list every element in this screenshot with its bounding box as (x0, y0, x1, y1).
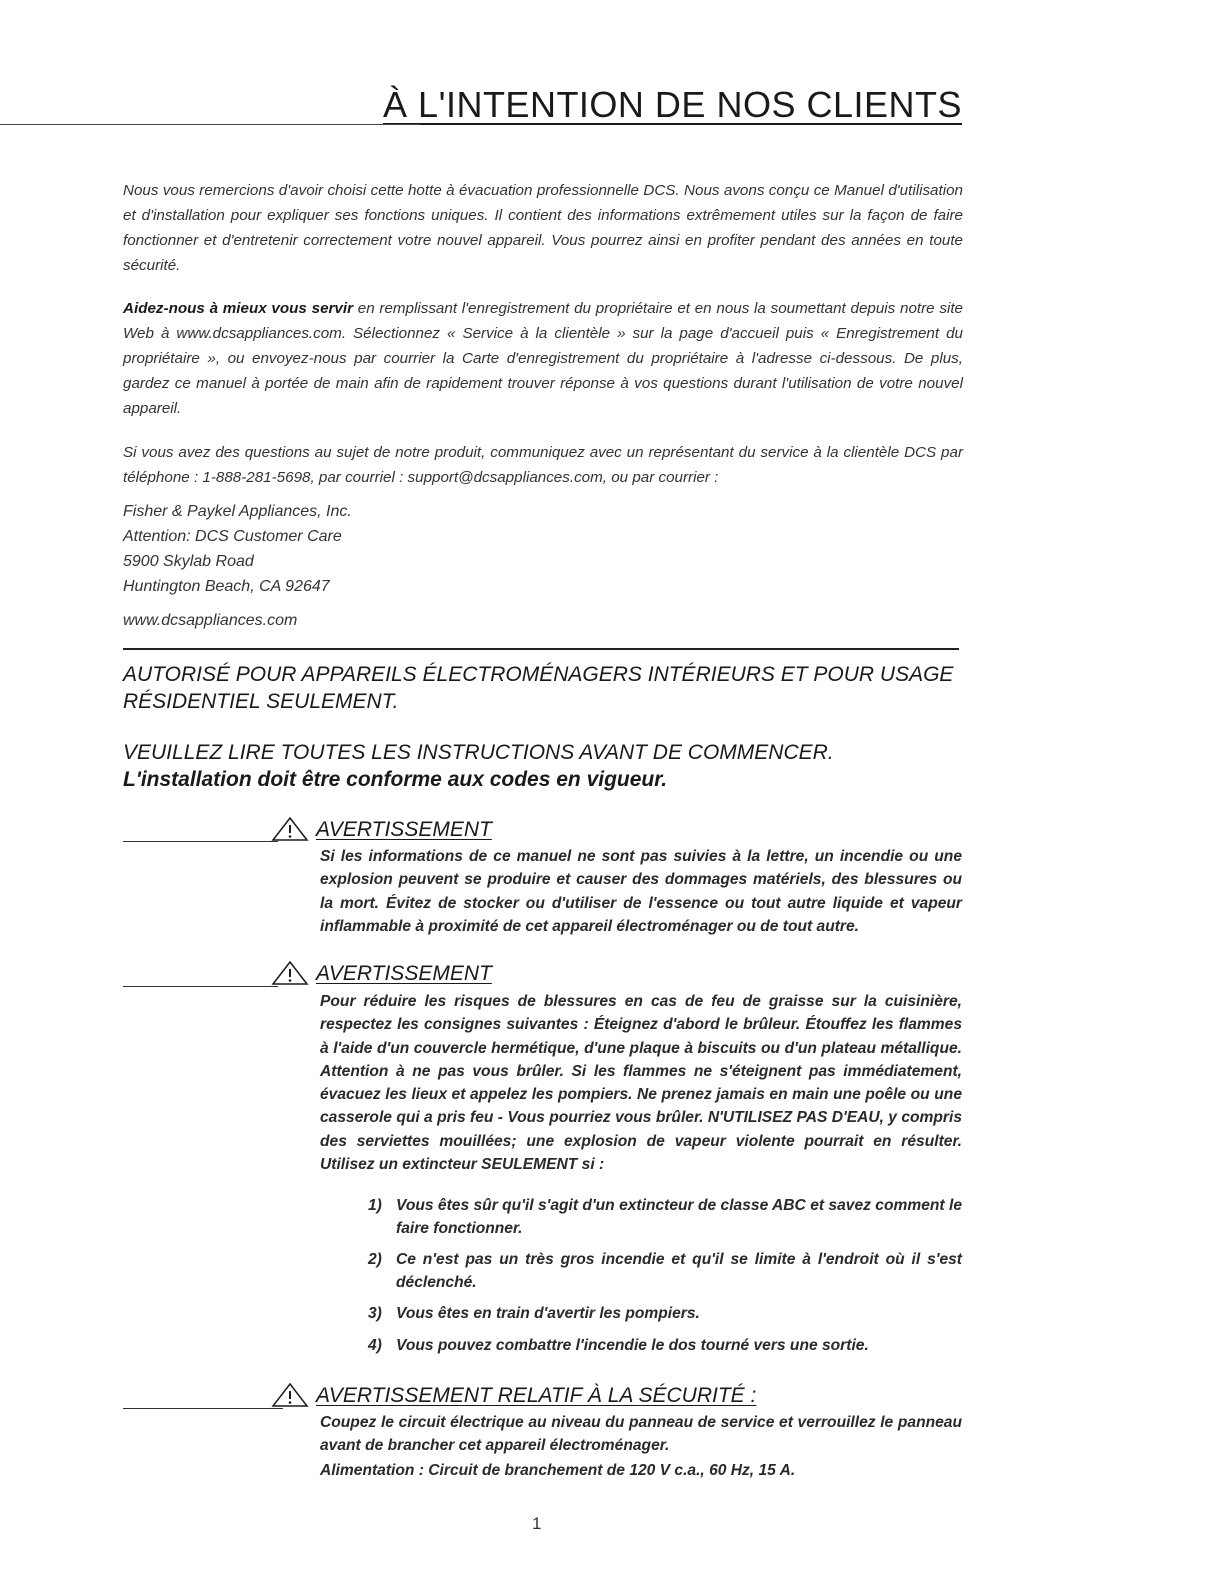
warning-3-title: AVERTISSEMENT RELATIF À LA SÉCURITÉ : (316, 1384, 757, 1407)
warning-triangle-icon (270, 960, 310, 986)
list-item-2 (368, 1248, 962, 1295)
warning-3-rule (123, 1408, 283, 1409)
list-item-4 (368, 1334, 962, 1357)
list-item-number: 1) (368, 1197, 382, 1214)
intro-paragraph-thanks: Nous vous remercions d'avoir choisi cette hotte à évacuation professionnelle DCS. Nous avons conçu ce Manuel d'utilisation et d'installation pour expliquer ses fonctions uniques. Il contient des informations extrêmement utiles sur la façon de faire fonctionner et d'entretenir correctement votre nouvel appareil. Vous pourrez ainsi en profiter pendant des années en toute sécurité. (123, 182, 963, 274)
address-street: 5900 Skylab Road (123, 553, 254, 570)
list-item-1 (368, 1194, 962, 1241)
intro-paragraph-registration (123, 296, 963, 421)
page-title: À L'INTENTION DE NOS CLIENTS (383, 84, 962, 125)
list-item-text: Vous êtes en train d'avertir les pompiers. (396, 1305, 700, 1322)
warning-1-rule (123, 841, 278, 842)
warning-2-header (270, 956, 492, 986)
page-number: 1 (532, 1514, 542, 1533)
intro-paragraph-contact: Si vous avez des questions au sujet de notre produit, communiquez avec un représentant du service à la clientèle DCS par téléphone : 1-888-281-5698, par courriel : support@dcsappliances.com, ou par courrier : (123, 444, 963, 486)
list-item-number: 4) (368, 1337, 382, 1354)
warning-3-body: Coupez le circuit électrique au niveau du panneau de service et verrouillez le panneau avant de brancher cet appareil électroménager. (320, 1414, 962, 1455)
list-item-number: 2) (368, 1251, 382, 1268)
address-attention: Attention: DCS Customer Care (123, 528, 342, 545)
warning-2-title: AVERTISSEMENT (316, 962, 492, 985)
warning-1-title: AVERTISSEMENT (316, 818, 492, 841)
list-item-number: 3) (368, 1305, 382, 1322)
registration-lead: Aidez-nous à mieux vous servir (123, 300, 353, 317)
registration-text: en remplissant l'enregistrement du propriétaire et en nous la soumettant depuis notre site Web à www.dcsappliances.com. Sélectionnez « Service à la clientèle » sur la page d'accueil puis « Enregistrement du propriétaire », ou envoyez-nous par courrier la Carte d'enregistrement du propriétaire à l'adresse ci-dessous. De plus, gardez ce manuel à portée de main afin de rapidement trouver réponse à vos questions durant l'utilisation de votre nouvel appareil. (123, 300, 963, 417)
warning-triangle-icon (270, 816, 310, 842)
notice-codes: L'installation doit être conforme aux codes en vigueur. (123, 768, 668, 791)
website-link[interactable]: www.dcsappliances.com (123, 612, 298, 629)
address-company: Fisher & Paykel Appliances, Inc. (123, 503, 352, 520)
warning-2-rule (123, 986, 278, 987)
warning-1-body: Si les informations de ce manuel ne sont pas suivies à la lettre, un incendie ou une explosion peuvent se produire et causer des dommages matériels, des blessures ou la mort. Évitez de stocker ou d'utiliser de l'essence ou tout autre liquide et vapeur inflammable à proximité de cet appareil électroménager ou de tout autre. (320, 848, 962, 935)
notice-read-instructions: VEUILLEZ LIRE TOUTES LES INSTRUCTIONS AVANT DE COMMENCER. (123, 741, 834, 764)
list-item-text: Vous pouvez combattre l'incendie le dos tourné vers une sortie. (396, 1337, 869, 1354)
list-item-3 (368, 1302, 962, 1325)
section-divider (123, 648, 959, 650)
title-underline-rule (0, 124, 420, 125)
list-item-text: Ce n'est pas un très gros incendie et qu'il se limite à l'endroit où il s'est déclenché. (396, 1251, 962, 1292)
list-item-text: Vous êtes sûr qu'il s'agit d'un extincteur de classe ABC et savez comment le faire fonctionner. (396, 1197, 962, 1238)
warning-1-header (270, 812, 492, 842)
warning-triangle-icon (270, 1382, 310, 1408)
warning-3-power-spec: Alimentation : Circuit de branchement de 120 V c.a., 60 Hz, 15 A. (320, 1462, 796, 1479)
warning-2-body: Pour réduire les risques de blessures en cas de feu de graisse sur la cuisinière, respectez les consignes suivantes : Éteignez d'abord le brûleur. Étouffez les flammes à l'aide d'un couvercle hermétique, d'une plaque à biscuits ou d'un plateau métallique. Attention à ne pas vous brûler. Si les flammes ne s'éteignent pas immédiatement, évacuez les lieux et appelez les pompiers. Ne prenez jamais en main une poêle ou une casserole qui a pris feu - Vous pourriez vous brûler. N'UTILISEZ PAS D'EAU, y compris des serviettes mouillées; une explosion de vapeur violente pourrait en résulter. Utilisez un extincteur SEULEMENT si : (320, 993, 962, 1174)
warning-3-header (270, 1378, 756, 1408)
notice-authorized-use: AUTORISÉ POUR APPAREILS ÉLECTROMÉNAGERS INTÉRIEURS ET POUR USAGE RÉSIDENTIEL SEULEMENT. (123, 663, 954, 713)
address-city: Huntington Beach, CA 92647 (123, 578, 330, 595)
